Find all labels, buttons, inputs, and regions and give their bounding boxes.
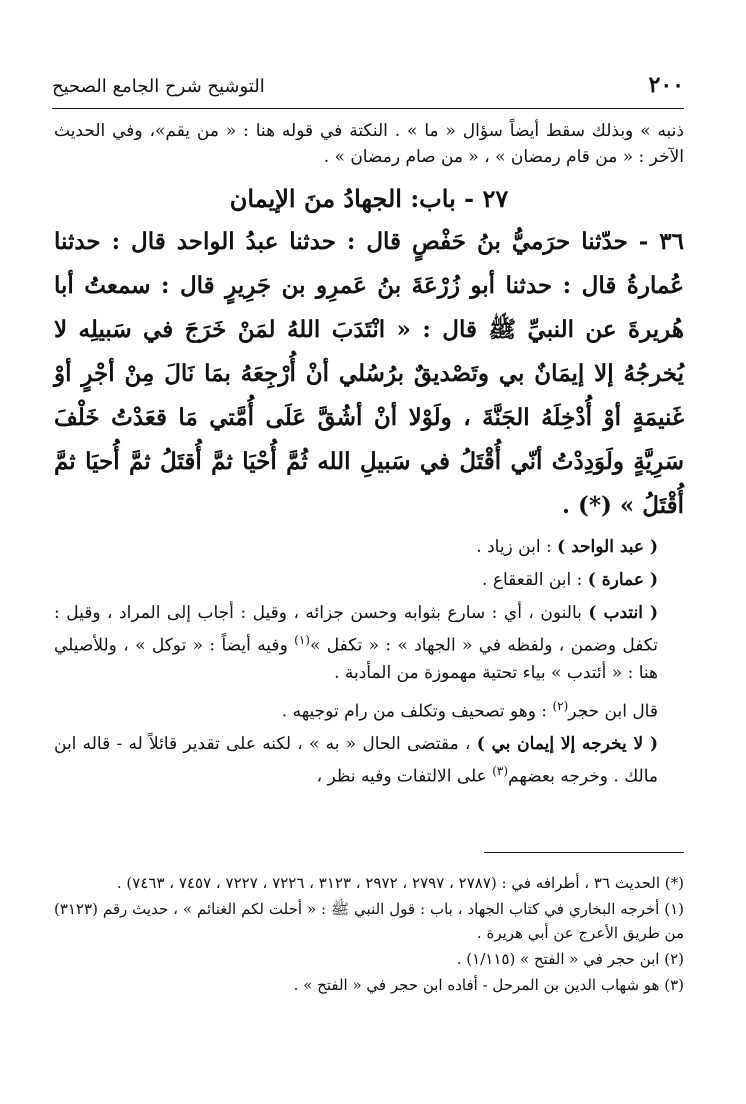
chapter-title: ٢٧ - باب: الجهادُ منَ الإيمان	[229, 184, 509, 213]
gloss-ibn-hajar	[54, 693, 684, 726]
hadith-isnad: حرَميُّ بنُ حَفْصٍ قال : حدثنا عبدُ الواحد قال : حدثنا عُمارةُ قال : حدثنا أبو زُرْعَةَ بنُ عَمرِو بن جَرِيرٍ قال : سمعتُ أبا هُريرةَ عن النبيِّ ﷺ قال :	[54, 228, 684, 343]
gloss-abd-al-wahid	[54, 534, 684, 561]
gloss-text: : ابن القعقاع .	[482, 570, 588, 590]
gloss-umara	[54, 567, 684, 594]
page-number: ٢٠٠	[648, 72, 684, 98]
gloss-text: بالنون ، أي : سارع بثوابه وحسن جزائه ، وقيل : أجاب إلى المراد ، وقيل : تكفل وضمن ، ولفظه في « الجهاد » : « تكفل »	[54, 603, 658, 656]
footnote-3: (٣) هو شهاب الدين بن المرحل - أفاده ابن حجر في « الفتح » .	[293, 976, 684, 994]
footnote-2: (٢) ابن حجر في « الفتح » (١/١١٥) .	[456, 950, 684, 968]
gloss-term: ( عبد الواحد )	[557, 537, 658, 557]
gloss-term: ( لا يخرجه إلا إيمان بي )	[476, 734, 658, 755]
gloss-text: قال ابن حجر	[568, 701, 658, 722]
gloss-term: ( انتدب )	[588, 603, 659, 623]
intro-paragraph: ذنبه » وبذلك سقط أيضاً سؤال « ما » . النكتة في قوله هنا : « من يقم»، وفي الحديث الآخر : « من قام رمضان » ، « من صام رمضان » .	[54, 121, 684, 167]
hadith-text: « انْتَدَبَ اللهُ لمَنْ خَرَجَ في سَبيلِه لا يُخرجُهُ إلا إيمَانٌ بي وتَصْديقٌ برُسُلي أنْ أُرْجِعَهُ بمَا نَالَ مِنْ أجْرٍ أوْ غَنيمَةٍ أوْ أُدْخِلَهُ الجَنَّةَ ، ولَوْلا أنْ أشُقَّ عَلَى أُمَّتي مَا قعَدْتُ خَلْفَ سَرِيَّةٍ ولَوَدِدْتُ أنّي أُقْتَلُ في سَبيلِ الله ثُمَّ أُحْيَا ثمَّ أُقتَلُ ثمَّ أُحيَا ثمَّ أُقْتَلُ » (*) .	[54, 316, 684, 519]
gloss-text-continued: وفيه أيضاً : « توكل » ، وللأصيلي هنا : « أئتدب » بياء تحتية مهموزة من المأدبة .	[54, 635, 658, 683]
gloss-text-continued: على الالتفات وفيه نظر ،	[316, 766, 493, 787]
running-title: التوشيح شرح الجامع الصحيح	[52, 76, 265, 97]
hadith-paragraph	[54, 220, 684, 528]
footnote-ref[interactable]: (٣)	[492, 764, 509, 779]
footnotes	[54, 852, 684, 997]
footnote-ref[interactable]: (٢)	[552, 698, 569, 713]
footnote-divider	[484, 852, 684, 853]
footnote-star: (*) الحديث ٣٦ ، أطرافه في : (٢٧٨٧ ، ٢٧٩٧ ، ٢٩٧٢ ، ٣١٢٣ ، ٧٢٢٦ ، ٧٢٢٧ ، ٧٤٥٧ ، ٧٤٦٣) .	[116, 874, 684, 892]
footnote-ref[interactable]: (١)	[294, 633, 310, 647]
gloss-text: : ابن زياد .	[476, 537, 558, 557]
page-header	[52, 70, 684, 109]
gloss-la-yukhrijuhu	[54, 731, 684, 791]
gloss-term: ( عمارة )	[587, 570, 658, 590]
hadith-lead: ٣٦ - حدّثنا	[581, 228, 684, 255]
gloss-intadab	[54, 600, 684, 687]
main-text	[54, 118, 684, 791]
gloss-text: ، مقتضى الحال « به » ، لكنه على تقدير قائلاً له - قاله ابن مالك . وخرجه بعضهم	[54, 734, 658, 787]
footnote-1: (١) أخرجه البخاري في كتاب الجهاد ، باب : قول النبي ﷺ : « أحلت لكم الغنائم » ، حديث رقم (٣١٢٣) من طريق الأعرج عن أبي هريرة .	[54, 900, 684, 942]
gloss-text-continued: : وهو تصحيف وتكلف من رام توجيهه .	[281, 701, 553, 722]
